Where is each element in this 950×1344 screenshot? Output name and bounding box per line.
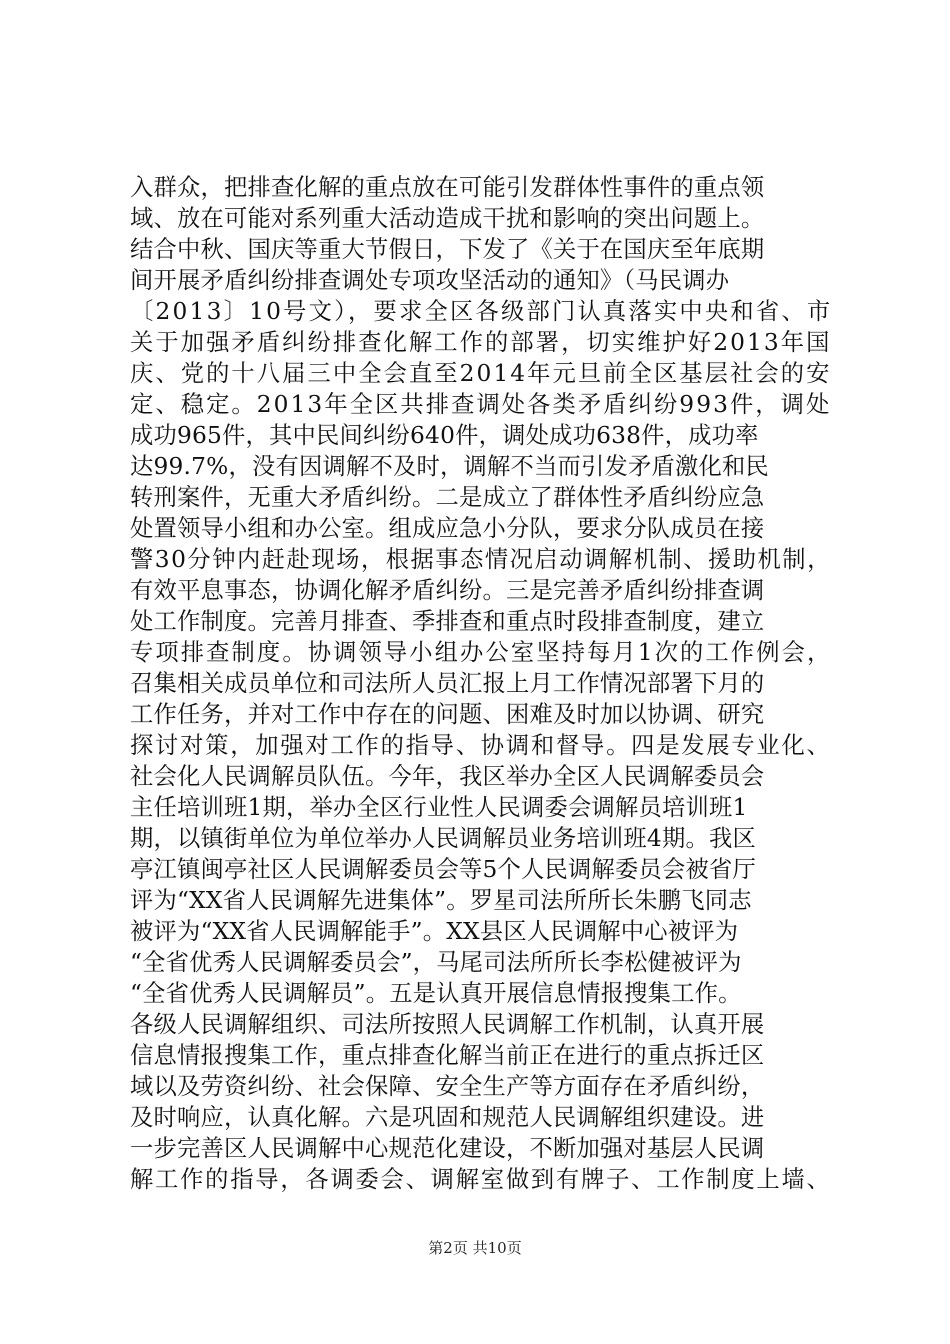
text-line: 期，以镇街单位为单位举办人民调解员业务培训班4期。我区 [130,825,756,852]
text-line: 评为“XX省人民调解先进集体”。罗星司法所所长朱鹏飞同志 [130,887,752,914]
text-line: 各级人民调解组织、司法所按照人民调解工作机制，认真开展 [130,1011,765,1038]
page-footer: 第2页 共10页 [428,1239,522,1257]
text-line: 达99.7%，没有因调解不及时，调解不当而引发矛盾激化和民 [130,453,769,480]
text-line: 一步完善区人民调解中心规范化建设，不断加强对基层人民调 [130,1135,765,1162]
text-line: 定、稳定。2013年全区共排查调处各类矛盾纠纷993件，调处 [130,391,832,418]
text-line: 有效平息事态，协调化解矛盾纠纷。三是完善矛盾纠纷排查调 [130,577,765,604]
text-line: 主任培训班1期，举办全区行业性人民调委会调解员培训班1 [130,794,748,821]
text-line: 被评为“XX省人民调解能手”。XX县区人民调解中心被评为 [130,918,739,945]
text-line: “全省优秀人民调解委员会”，马尾司法所所长李松健被评为 [130,949,742,976]
text-line: 警30分钟内赶赴现场，根据事态情况启动调解机制、援助机制， [130,546,832,573]
body-paragraph [130,172,833,1195]
text-line: 社会化人民调解员队伍。今年，我区举办全区人民调解委员会 [130,763,765,790]
text-line: 庆、党的十八届三中全会直至2014年元旦前全区基层社会的安 [130,360,832,387]
text-line: 工作任务，并对工作中存在的问题、困难及时加以协调、研究 [130,701,765,728]
text-line: 信息情报搜集工作，重点排查化解当前正在进行的重点拆迁区 [130,1042,765,1069]
text-line: 处工作制度。完善月排查、季排查和重点时段排查制度，建立 [130,608,765,635]
text-line: 入群众，把排查化解的重点放在可能引发群体性事件的重点领 [130,174,765,201]
text-line: “全省优秀人民调解员”。五是认真开展信息情报搜集工作。 [130,980,742,1007]
text-line: 亭江镇闽亭社区人民调解委员会等5个人民调解委员会被省厅 [130,856,756,883]
text-line: 域以及劳资纠纷、社会保障、安全生产等方面存在矛盾纠纷， [130,1073,765,1100]
text-line: 召集相关成员单位和司法所人员汇报上月工作情况部署下月的 [130,670,765,697]
text-line: 转刑案件，无重大矛盾纠纷。二是成立了群体性矛盾纠纷应急 [130,484,765,511]
text-line: 探讨对策，加强对工作的指导、协调和督导。四是发展专业化、 [130,732,832,759]
text-line: 处置领导小组和办公室。组成应急小分队，要求分队成员在接 [130,515,765,542]
text-line: 解工作的指导，各调委会、调解室做到有牌子、工作制度上墙、 [130,1166,832,1193]
text-line: 关于加强矛盾纠纷排查化解工作的部署，切实维护好2013年国 [130,329,832,356]
text-line: 间开展矛盾纠纷排查调处专项攻坚活动的通知》（马民调办 [130,267,730,294]
text-line: 〔2013〕10号文），要求全区各级部门认真落实中央和省、市 [130,298,833,325]
text-line: 成功965件，其中民间纠纷640件，调处成功638件，成功率 [130,422,759,449]
text-line: 专项排查制度。协调领导小组办公室坚持每月1次的工作例会， [130,639,833,666]
text-line: 及时响应，认真化解。六是巩固和规范人民调解组织建设。进 [130,1104,765,1131]
text-line: 结合中秋、国庆等重大节假日，下发了《关于在国庆至年底期 [130,236,765,263]
text-line: 域、放在可能对系列重大活动造成干扰和影响的突出问题上。 [130,205,765,232]
